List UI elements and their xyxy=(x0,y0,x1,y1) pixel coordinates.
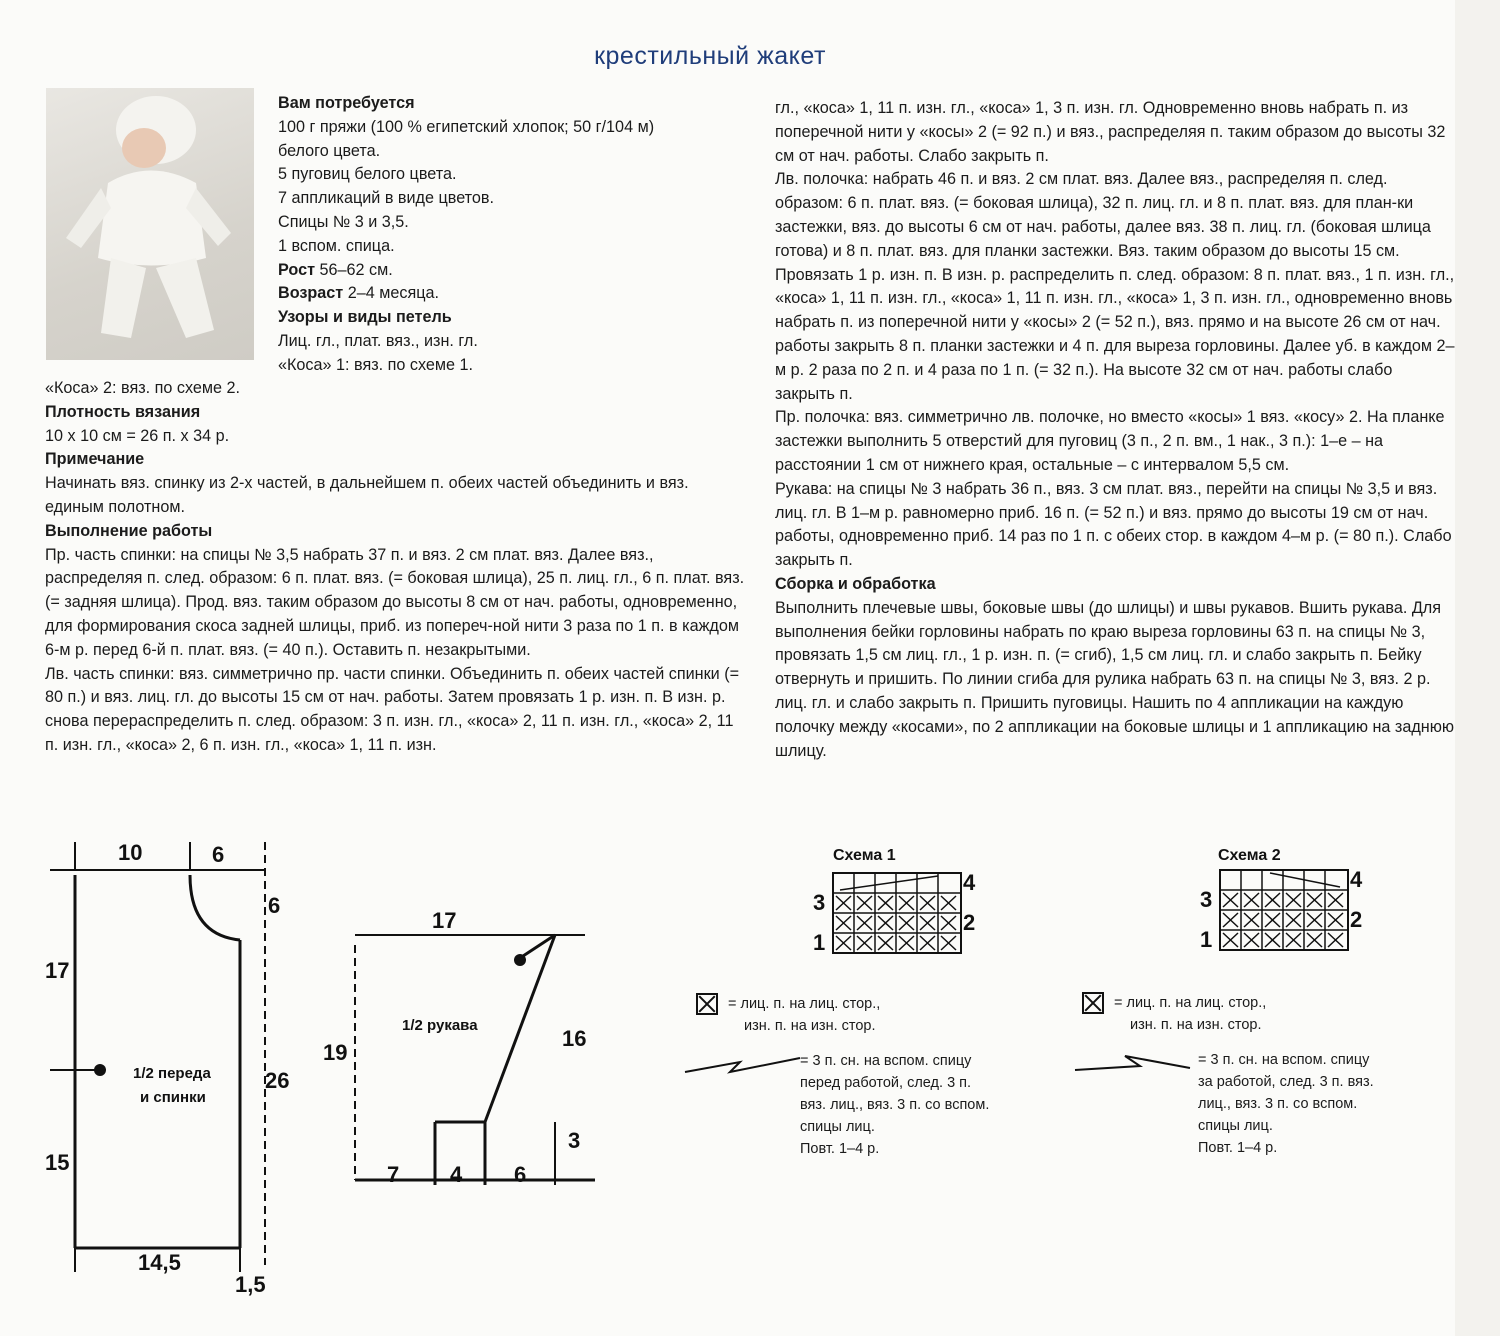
patterns-line: Лиц. гл., плат. вяз., изн. гл. xyxy=(278,331,478,350)
schema-1-chart xyxy=(685,847,976,1072)
instructions-right xyxy=(775,97,1455,763)
gauge-heading: Плотность вязания xyxy=(45,402,201,421)
legend-text: = лиц. п. на лиц. стор., xyxy=(728,996,881,1012)
measure-label: 17 xyxy=(432,908,457,933)
schema-row-label: 4 xyxy=(1350,867,1363,892)
assembly-paragraph: Выполнить плечевые швы, боковые швы (до шлицы) и швы рукавов. Вшить рукава. Для выполнения бейки горловины набрать по краю выреза горловины 63 п. на спицы № 3, провязать 1,5 см лиц. гл., 1 р. изн. п. (= сгиб), 1,5 см лиц. гл. и слабо закрыть п. Бейку отвернуть и пришить. По линии сгиба для рулика набрать 63 п. на спицы № 3, вяз. 2 р. лиц. гл. и слабо закрыть п. Пришить пуговицы. Нашить по 4 аппликации на каждую полочку между «косами», по 2 аппликации на боковые шлицы и 1 аппликацию на заднюю шлицу. xyxy=(775,598,1454,760)
legend-text: = лиц. п. на лиц. стор., xyxy=(1114,995,1267,1011)
schema-2-legend-cable xyxy=(1198,1049,1374,1159)
cable-symbol-icon xyxy=(685,1058,800,1072)
schema-2-title: Схема 2 xyxy=(1218,847,1281,864)
legend-text: = 3 п. сн. на вспом. спицу xyxy=(800,1053,972,1069)
size-value: 56–62 см. xyxy=(315,260,393,279)
pattern-diagram-area xyxy=(40,810,1455,1336)
schema-row-label: 2 xyxy=(963,910,976,935)
schema-2-chart xyxy=(1075,847,1363,1070)
measure-label: 6 xyxy=(212,842,225,867)
legend-text: Повт. 1–4 р. xyxy=(800,1141,880,1157)
measure-label: 4 xyxy=(450,1162,463,1187)
age-value: 2–4 месяца. xyxy=(343,284,439,303)
materials-line: 100 г пряжи (100 % египетский хлопок; 50 г/104 м) xyxy=(278,117,655,136)
measure-label: 17 xyxy=(45,958,70,983)
schema-1-title: Схема 1 xyxy=(833,847,896,864)
materials-block xyxy=(278,92,738,378)
schema-row-label: 3 xyxy=(813,890,826,915)
measure-label: 15 xyxy=(45,1150,70,1175)
measure-label: 1,5 xyxy=(235,1272,266,1297)
front-back-label: 1/2 переда xyxy=(133,1065,211,1082)
page-title: крестильный жакет xyxy=(594,42,826,70)
schema-row-label: 1 xyxy=(1200,927,1213,952)
measure-label: 19 xyxy=(323,1040,348,1065)
front-back-label: и спинки xyxy=(140,1089,206,1106)
work-heading: Выполнение работы xyxy=(45,521,213,540)
work-paragraph: Рукава: на спицы № 3 набрать 36 п., вяз. 3 см плат. вяз., перейти на спицы № 3,5 и вяз. лиц. гл. В 1–м р. равномерно приб. 16 п. (= 52 п.) и вяз. прямо до высоты 19 см от нач. работы, одновременно приб. 14 раз по 1 п. с обеих стор. в каждом 4–м р. (= 80 п.). Слабо закрыть п. xyxy=(775,479,1452,570)
measure-label: 6 xyxy=(514,1162,527,1187)
schema-1-legend-knit xyxy=(696,993,880,1037)
assembly-heading: Сборка и обработка xyxy=(775,574,936,593)
legend-text: Повт. 1–4 р. xyxy=(1198,1140,1278,1156)
measure-label: 14,5 xyxy=(138,1250,181,1275)
materials-line: Спицы № 3 и 3,5. xyxy=(278,212,409,231)
materials-line: 1 вспом. спица. xyxy=(278,236,395,255)
work-paragraph: Пр. полочка: вяз. симметрично лв. полочке, но вместо «косы» 1 вяз. «косу» 2. На планке застежки выполнить 5 отверстий для пуговиц (3 п., 2 п. вм., 1 нак., 3 п.): 1–е – на расстоянии 1 см от нижнего края, остальные – с интервалом 5,5 см. xyxy=(775,408,1445,474)
work-paragraph: Пр. часть спинки: на спицы № 3,5 набрать 37 п. и вяз. 2 см плат. вяз. Далее вяз., распределяя п. след. образом: 6 п. плат. вяз. (= боковая шлица), 25 п. лиц. гл., 6 п. плат. вяз. (= задняя шлица). Прод. вяз. таким образом до высоты 8 см от нач. работы, одновременно, для формирования скоса задней шлицы, приб. из попереч-ной нити 3 раза по 1 п. в каждом 6-м р. перед 6-й п. плат. вяз. (= 40 п.). Оставить п. незакрытыми. xyxy=(45,545,745,659)
materials-line: 7 аппликаций в виде цветов. xyxy=(278,189,494,208)
patterns-heading: Узоры и виды петель xyxy=(278,308,452,327)
cross-stitch-icon xyxy=(1082,992,1104,1014)
sleeve-label: 1/2 рукава xyxy=(402,1017,478,1034)
note-text: Начинать вяз. спинку из 2-х частей, в дальнейшем п. обеих частей объединить и вяз. единым полотном. xyxy=(45,474,689,516)
schema-1-legend-cable xyxy=(800,1050,989,1160)
measure-label: 10 xyxy=(118,840,143,865)
baby-photo xyxy=(46,88,254,360)
marker-dot xyxy=(94,1064,106,1076)
materials-line: белого цвета. xyxy=(278,141,381,160)
schema-row-label: 4 xyxy=(963,870,976,895)
patterns-line: «Коса» 2: вяз. по схеме 2. xyxy=(45,379,241,397)
cross-stitch-icon xyxy=(696,993,718,1015)
baby-illustration xyxy=(46,88,254,360)
measure-label: 6 xyxy=(268,893,281,918)
work-paragraph: гл., «коса» 1, 11 п. изн. гл., «коса» 1, 3 п. изн. гл. Одновременно вновь набрать п. из поперечной нити у «косы» 2 (= 92 п.) и вяз., распределяя п. таким образом до высоты 32 см от нач. работы. Слабо закрыть п. xyxy=(775,99,1446,165)
legend-text: = 3 п. сн. на вспом. спицу xyxy=(1198,1052,1370,1068)
legend-text: перед работой, след. 3 п. xyxy=(800,1075,972,1091)
size-label: Рост xyxy=(278,260,315,279)
legend-text: изн. п. на изн. стор. xyxy=(1130,1017,1262,1034)
measure-label: 16 xyxy=(562,1026,587,1051)
materials-line: 5 пуговиц белого цвета. xyxy=(278,165,457,184)
legend-text: лиц., вяз. 3 п. со вспом. xyxy=(1198,1096,1358,1112)
instructions-left xyxy=(45,377,745,758)
measure-label: 3 xyxy=(568,1128,581,1153)
measure-label: 26 xyxy=(265,1068,290,1093)
measure-label: 7 xyxy=(387,1162,400,1187)
schema-row-label: 3 xyxy=(1200,887,1213,912)
schema-2-legend-knit xyxy=(1082,992,1266,1036)
materials-heading: Вам потребуется xyxy=(278,94,415,112)
schema-row-label: 2 xyxy=(1350,907,1363,932)
work-paragraph: Лв. полочка: набрать 46 п. и вяз. 2 см плат. вяз. Далее вяз., распределяя п. след. образом: 6 п. плат. вяз. (= боковая шлица), 32 п. лиц. гл. и 8 п. плат. вяз. для план-ки застежки, вяз. до высоты 6 см от нач. работы, далее вяз. 38 п. лиц. гл. (боковая шлица готова) и 8 п. плат. вяз. для планки застежки. Вяз. таким образом до высоты 15 см. Провязать 1 р. изн. п. В изн. р. распределить п. след. образом: 8 п. плат. вяз., 1 п. изн. гл., «коса» 1, 11 п. изн. гл., «коса» 1, 11 п. изн. гл., «коса» 1, 3 п. изн. гл., одновременно вновь набрать п. из поперечной нити у «косы» 2 (= 52 п.), вяз. прямо и на высоте 26 см от нач. работы закрыть 8 п. планки застежки и 4 п. для выреза горловины. Далее уб. в каждом 2–м р. 2 раза по 2 п. и 4 раза по 1 п. (= 32 п.). На высоте 32 см от нач. работы слабо закрыть п. xyxy=(775,170,1455,403)
legend-text: вяз. лиц., вяз. 3 п. со вспом. xyxy=(800,1097,990,1113)
legend-text: изн. п. на изн. стор. xyxy=(744,1018,876,1035)
legend-text: спицы лиц. xyxy=(800,1119,875,1135)
schema-row-label: 1 xyxy=(813,930,826,955)
work-paragraph: Лв. часть спинки: вяз. симметрично пр. части спинки. Объединить п. обеих частей спинки (= 80 п.) и вяз. лиц. гл. до высоты 15 см от нач. работы. Затем провязать 1 р. изн. п. В изн. р. снова перераспределить п. след. образом: 3 п. изн. гл., «коса» 2, 11 п. изн. гл., «коса» 2, 11 п. изн. гл., «коса» 2, 6 п. изн. гл., «коса» 1, 11 п. изн. xyxy=(45,664,740,754)
gauge-text: 10 х 10 см = 26 п. х 34 р. xyxy=(45,426,230,445)
note-heading: Примечание xyxy=(45,450,145,469)
legend-text: за работой, след. 3 п. вяз. xyxy=(1198,1074,1374,1090)
marker-dot xyxy=(514,954,526,966)
age-label: Возраст xyxy=(278,284,344,303)
patterns-line: «Коса» 1: вяз. по схеме 1. xyxy=(278,355,474,374)
legend-text: спицы лиц. xyxy=(1198,1118,1273,1134)
cable-symbol-icon xyxy=(1075,1056,1190,1070)
